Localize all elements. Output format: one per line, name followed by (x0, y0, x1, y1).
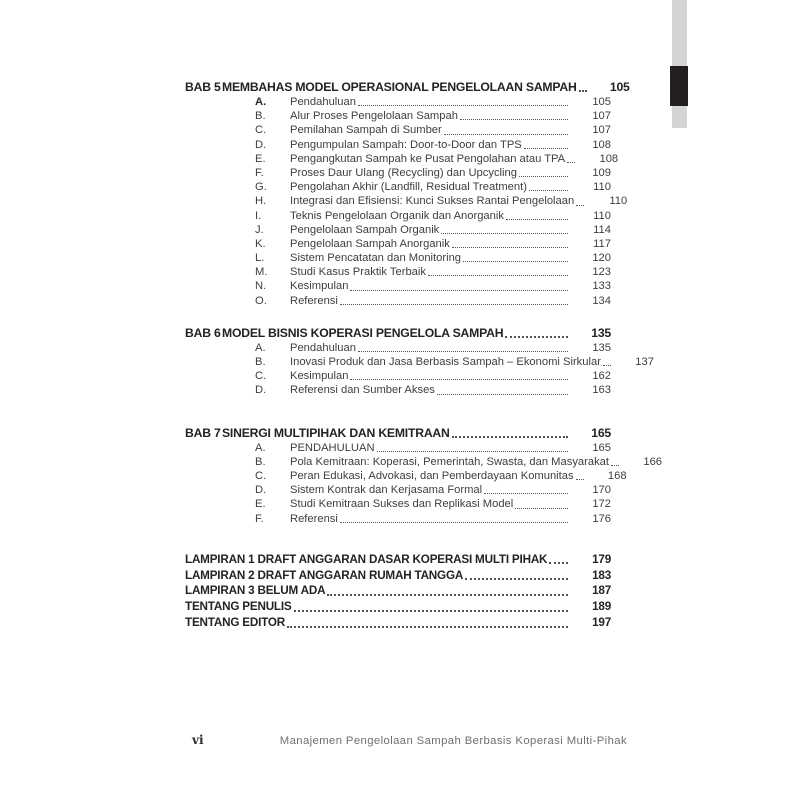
dot-leader (506, 219, 568, 220)
back-matter-page-number: 183 (592, 568, 611, 582)
toc-item-page-number: 117 (593, 237, 611, 250)
toc-item (255, 223, 611, 237)
toc-item (255, 441, 611, 455)
toc-chapter-header (185, 325, 611, 341)
toc-item-title: Pola Kemitraan: Koperasi, Pemerintah, Swasta, dan Masyarakat (290, 455, 610, 468)
toc-item-letter: N. (255, 280, 267, 293)
back-matter-row (185, 568, 611, 584)
page-footer (185, 733, 627, 747)
toc-item-page-number: 107 (592, 124, 611, 137)
toc-item-letter: C. (255, 124, 267, 137)
back-matter-title: LAMPIRAN 3 BELUM ADA (185, 584, 326, 598)
toc-item (255, 209, 611, 223)
chapter-label: BAB 6 (185, 325, 221, 340)
dot-leader (358, 351, 568, 352)
back-matter-title: LAMPIRAN 1 DRAFT ANGGARAN DASAR KOPERASI MULTI PIHAK (185, 552, 548, 566)
toc-item-title: Studi Kemitraan Sukses dan Replikasi Model (290, 498, 514, 511)
toc-item-page-number: 110 (609, 195, 628, 208)
toc-item (255, 265, 611, 279)
folio-page-number: vi (192, 733, 204, 747)
dot-leader (505, 336, 568, 338)
toc-item-title: Pengumpulan Sampah: Door-to-Door dan TPS (290, 138, 522, 151)
toc-item-letter: D. (255, 138, 267, 151)
toc-item-letter: J. (255, 223, 264, 236)
toc-item (255, 369, 611, 383)
toc-item-letter: K. (255, 237, 266, 250)
toc-item-letter: H. (255, 195, 267, 208)
toc-item-letter: E. (255, 152, 266, 165)
toc-chapter (185, 79, 630, 308)
dot-leader (567, 162, 575, 163)
toc-item-letter: B. (255, 455, 266, 468)
toc-item-page-number: 133 (592, 280, 611, 293)
dot-leader (452, 436, 568, 438)
toc-item-letter: A. (255, 96, 267, 108)
toc-chapter (185, 325, 654, 398)
toc-item (255, 138, 611, 152)
dot-leader (377, 451, 568, 452)
back-matter-page-number: 189 (592, 600, 611, 614)
toc-item-title: Kesimpulan (290, 370, 349, 383)
page-edge-strip (672, 0, 687, 128)
toc-item-letter: F. (255, 166, 264, 179)
toc-item (255, 483, 611, 497)
toc-item-title: Pengelolaan Sampah Anorganik (290, 237, 450, 250)
back-matter-title: LAMPIRAN 2 DRAFT ANGGARAN RUMAH TANGGA (185, 568, 464, 582)
toc-item-title: Peran Edukasi, Advokasi, dan Pemberdayaan Komunitas (290, 469, 574, 482)
toc-item-page-number: 170 (592, 484, 611, 497)
toc-item-page-number: 168 (607, 469, 627, 482)
chapter-title: MODEL BISNIS KOPERASI PENGELOLA SAMPAH (222, 325, 504, 340)
toc-item (255, 497, 611, 511)
toc-item-page-number: 165 (592, 441, 611, 454)
toc-item-letter: I. (255, 209, 262, 222)
toc-item-title: Referensi (290, 294, 338, 307)
toc-item-title: Pendahuluan (290, 341, 356, 354)
toc-item-title: Referensi (290, 512, 338, 525)
toc-item (255, 512, 611, 526)
toc-item-letter: E. (255, 498, 266, 511)
back-matter-title: TENTANG PENULIS (185, 600, 292, 614)
toc-item-page-number: 134 (592, 294, 611, 307)
dot-leader (463, 261, 568, 262)
chapter-label: BAB 7 (185, 425, 221, 440)
chapter-page-number: 165 (591, 425, 611, 440)
toc-item (255, 109, 611, 123)
toc-item-title: Pengolahan Akhir (Landfill, Residual Treatment) (290, 181, 527, 194)
toc-item-page-number: 137 (635, 356, 654, 368)
toc-item (255, 341, 611, 355)
toc-item-letter: D. (255, 384, 267, 397)
toc-item-page-number: 110 (593, 181, 611, 194)
dot-leader (340, 522, 568, 523)
toc-item-title: Pemilahan Sampah di Sumber (290, 124, 442, 137)
dot-leader (460, 119, 568, 120)
toc-item-page-number: 172 (592, 498, 611, 511)
back-matter-row (185, 552, 611, 568)
dot-leader (452, 247, 568, 248)
toc-item-letter: M. (255, 266, 268, 279)
back-matter-row (185, 615, 611, 631)
toc-item-letter: A. (255, 441, 266, 454)
dot-leader (287, 626, 568, 628)
dot-leader (441, 233, 568, 234)
toc-item (255, 251, 611, 265)
toc-item-letter: C. (255, 370, 267, 383)
dot-leader (611, 465, 619, 466)
toc-item (255, 152, 619, 166)
toc-chapter-items (185, 341, 654, 398)
toc-item (255, 180, 611, 194)
toc-item (255, 383, 611, 397)
toc-item-page-number: 162 (592, 370, 611, 383)
toc-item (255, 455, 663, 469)
toc-item-page-number: 109 (592, 166, 611, 179)
back-matter-title: TENTANG EDITOR (185, 616, 286, 630)
back-matter-page-number: 179 (592, 552, 611, 566)
toc-item-title: Proses Daur Ulang (Recycling) dan Upcycling (290, 166, 517, 179)
toc-item (255, 95, 611, 109)
toc-item-letter: L. (255, 252, 265, 265)
toc-item-title: Pendahuluan (290, 96, 356, 108)
toc-item-letter: O. (255, 294, 267, 307)
back-matter-row (185, 599, 611, 615)
toc-item-title: Kesimpulan (290, 280, 349, 293)
toc-item-title: Inovasi Produk dan Jasa Berbasis Sampah – Ekonomi Sirkular (290, 356, 601, 368)
toc-item-page-number: 163 (592, 384, 611, 397)
toc-item-page-number: 166 (643, 455, 663, 468)
toc-item-page-number: 120 (592, 252, 611, 265)
toc-item (255, 469, 627, 483)
toc-item (255, 166, 611, 180)
dot-leader (428, 275, 568, 276)
toc-item (255, 123, 611, 137)
dot-leader (358, 105, 568, 106)
dot-leader (579, 90, 587, 92)
toc-item-letter: C. (255, 469, 267, 482)
dot-leader (444, 134, 568, 135)
toc-item-page-number: 176 (592, 512, 611, 525)
toc-item-title: Sistem Kontrak dan Kerjasama Formal (290, 484, 483, 497)
toc-item-title: PENDAHULUAN (290, 441, 375, 454)
toc-item-title: Pengangkutan Sampah ke Pusat Pengolahan atau TPA (290, 152, 566, 165)
dot-leader (529, 190, 568, 191)
dot-leader (576, 205, 584, 206)
toc-item (255, 294, 611, 308)
chapter-thumb-tab (670, 66, 688, 106)
dot-leader (327, 594, 568, 596)
dot-leader (294, 610, 568, 612)
dot-leader (340, 304, 568, 305)
dot-leader (519, 176, 568, 177)
toc-item-title: Integrasi dan Efisiensi: Kunci Sukses Rantai Pengelolaan (290, 195, 575, 208)
dot-leader (515, 508, 568, 509)
toc-chapter-header (185, 425, 611, 441)
back-matter-page-number: 187 (592, 584, 611, 598)
toc-item (255, 355, 654, 369)
toc-item-page-number: 114 (593, 223, 611, 236)
toc-item-page-number: 108 (599, 152, 619, 165)
chapter-title: MEMBAHAS MODEL OPERASIONAL PENGELOLAAN SAMPAH (222, 80, 577, 94)
toc-item (255, 279, 611, 293)
back-matter-page-number: 197 (592, 616, 611, 630)
toc-item-title: Teknis Pengelolaan Organik dan Anorganik (290, 209, 504, 222)
running-title: Manajemen Pengelolaan Sampah Berbasis Koperasi Multi-Pihak (279, 735, 627, 747)
table-of-contents (185, 79, 663, 631)
dot-leader (437, 394, 568, 395)
toc-item-letter: F. (255, 512, 264, 525)
toc-item-page-number: 135 (592, 341, 611, 354)
chapter-page-number: 105 (609, 80, 630, 94)
dot-leader (603, 365, 611, 366)
dot-leader (524, 148, 568, 149)
toc-item-letter: G. (255, 181, 267, 194)
toc-item-title: Alur Proses Pengelolaan Sampah (290, 110, 458, 123)
chapter-title: SINERGI MULTIPIHAK DAN KEMITRAAN (222, 425, 450, 440)
dot-leader (465, 578, 568, 580)
toc-item-letter: B. (255, 110, 266, 123)
toc-chapter (185, 425, 663, 526)
toc-item-letter: A. (255, 341, 266, 354)
toc-item (255, 237, 611, 251)
dot-leader (484, 493, 568, 494)
toc-item-title: Sistem Pencatatan dan Monitoring (290, 252, 462, 265)
toc-chapter-items (185, 95, 628, 308)
toc-item (255, 194, 628, 208)
dot-leader (576, 479, 584, 480)
toc-item-title: Pengelolaan Sampah Organik (290, 223, 440, 236)
toc-chapter-header (185, 79, 630, 95)
dot-leader (350, 290, 568, 291)
toc-item-page-number: 108 (592, 138, 611, 151)
toc-item-page-number: 110 (593, 209, 611, 222)
back-matter-row (185, 583, 611, 599)
chapter-page-number: 135 (591, 325, 611, 340)
dot-leader (549, 562, 568, 564)
toc-item-page-number: 123 (592, 266, 611, 279)
toc-item-page-number: 105 (592, 96, 611, 108)
toc-chapter-items (185, 441, 663, 526)
dot-leader (350, 379, 568, 380)
back-matter-list (185, 552, 611, 631)
toc-item-title: Referensi dan Sumber Akses (290, 384, 435, 397)
toc-item-page-number: 107 (592, 110, 611, 123)
toc-item-letter: D. (255, 484, 267, 497)
chapter-label: BAB 5 (185, 80, 221, 94)
toc-item-title: Studi Kasus Praktik Terbaik (290, 266, 426, 279)
toc-item-letter: B. (255, 356, 266, 368)
